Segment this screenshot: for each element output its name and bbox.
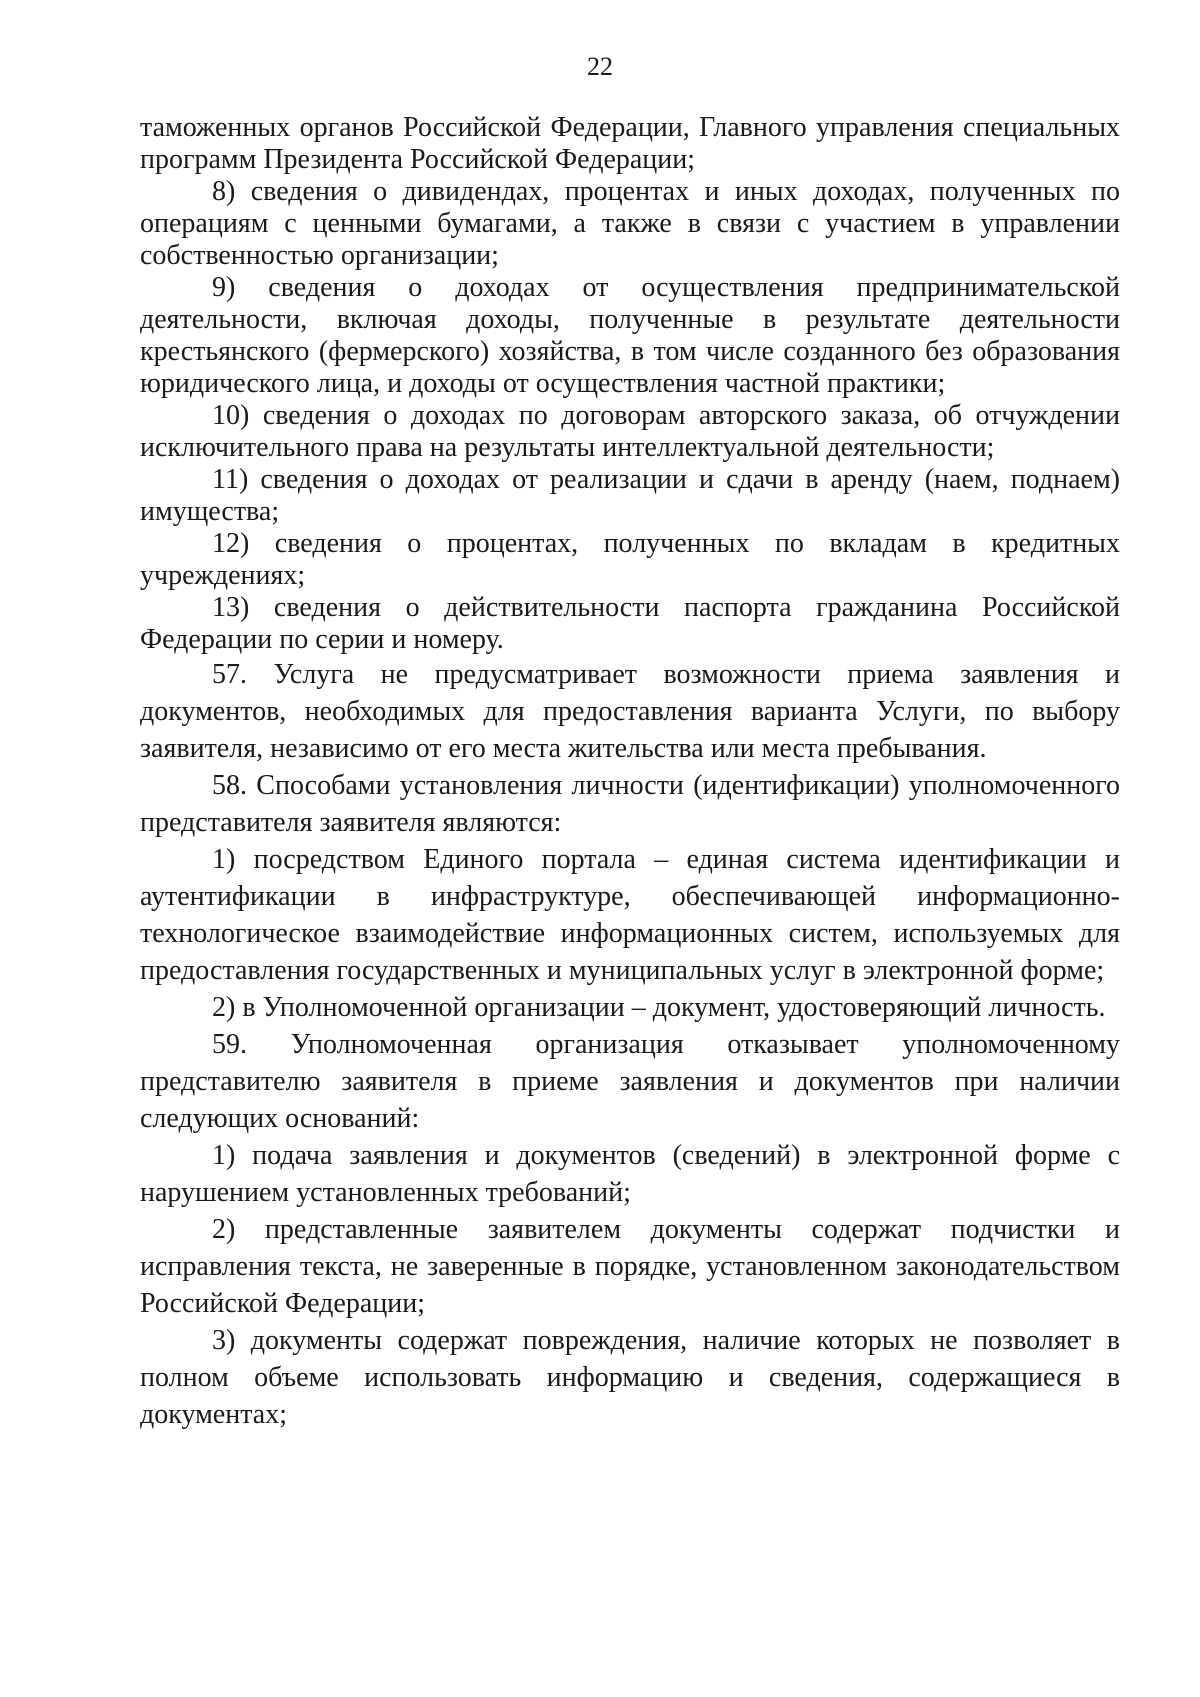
paragraph-item-9: 9) сведения о доходах от осуществления предпринимательской деятельности, включая доходы, полученные в результате деятельности крестьянского (фермерского) хозяйства, в том числе созданного без образования юридического лица, и доходы от осуществления частной практики; — [140, 272, 1120, 399]
paragraph-clause-57: 57. Услуга не предусматривает возможности приема заявления и документов, необходимых для предоставления варианта Услуги, по выбору заявителя, независимо от его места жительства или места пребывания. — [140, 659, 1120, 764]
paragraph-item-11: 11) сведения о доходах от реализации и сдачи в аренду (наем, поднаем) имущества; — [140, 464, 1120, 527]
paragraph-clause-59: 59. Уполномоченная организация отказывает уполномоченному представителю заявителя в приеме заявления и документов при наличии следующих оснований: — [140, 1029, 1120, 1134]
document-body — [140, 112, 1120, 1433]
paragraph-continuation: таможенных органов Российской Федерации, Главного управления специальных программ Президента Российской Федерации; — [140, 112, 1120, 175]
paragraph-58-item-1: 1) посредством Единого портала – единая система идентификации и аутентификации в инфраструктуре, обеспечивающей информационно-технологическое взаимодействие информационных систем, используемых для предоставления государственных и муниципальных услуг в электронной форме; — [140, 844, 1120, 986]
paragraph-59-item-1: 1) подача заявления и документов (сведений) в электронной форме с нарушением установленных требований; — [140, 1140, 1120, 1208]
paragraph-item-13: 13) сведения о действительности паспорта гражданина Российской Федерации по серии и номеру. — [140, 592, 1120, 655]
paragraph-item-10: 10) сведения о доходах по договорам авторского заказа, об отчуждении исключительного права на результаты интеллектуальной деятельности; — [140, 400, 1120, 463]
page-number: 22 — [587, 52, 613, 81]
paragraph-clause-58: 58. Способами установления личности (идентификации) уполномоченного представителя заявителя являются: — [140, 770, 1120, 838]
paragraph-59-item-2: 2) представленные заявителем документы содержат подчистки и исправления текста, не заверенные в порядке, установленном законодательством Российской Федерации; — [140, 1214, 1120, 1319]
paragraph-item-12: 12) сведения о процентах, полученных по вкладам в кредитных учреждениях; — [140, 528, 1120, 591]
paragraph-58-item-2: 2) в Уполномоченной организации – документ, удостоверяющий личность. — [212, 992, 1106, 1023]
paragraph-59-item-3: 3) документы содержат повреждения, наличие которых не позволяет в полном объеме использовать информацию и сведения, содержащиеся в документах; — [140, 1325, 1120, 1430]
paragraph-item-8: 8) сведения о дивидендах, процентах и иных доходах, полученных по операциям с ценными бумагами, а также в связи с участием в управлении собственностью организации; — [140, 176, 1120, 271]
